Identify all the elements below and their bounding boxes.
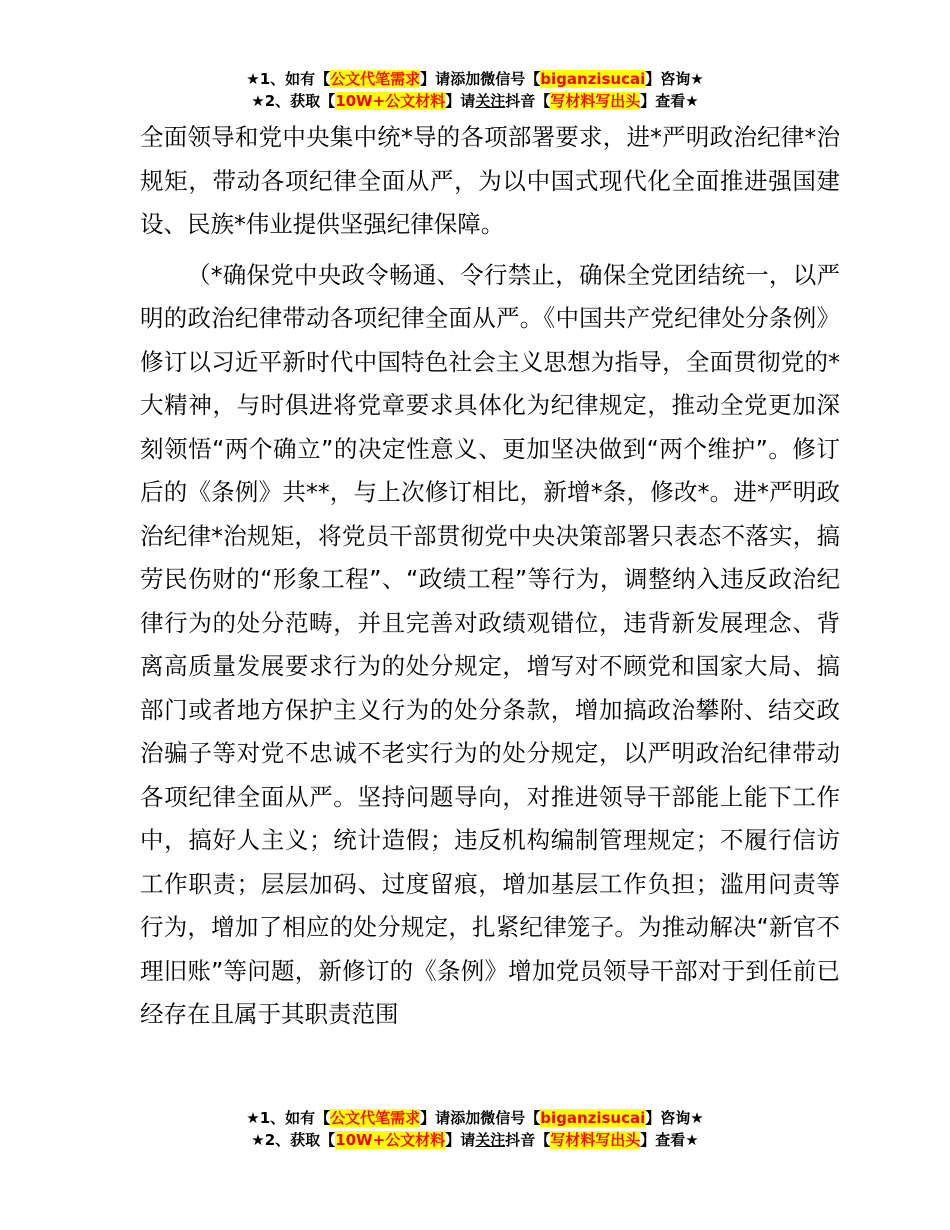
header-banner xyxy=(0,68,950,112)
highlight-service: 公文代笔需求 xyxy=(330,1109,421,1127)
highlight-wechat-id: biganzisucai xyxy=(540,1109,646,1127)
footer-banner xyxy=(0,1107,950,1151)
paragraph: （*确保党中央政令畅通、令行禁止，确保全党团结统一，以严明的政治纪律带动各项纪律全面从严。《中国共产党纪律处分条例》修订以习近平新时代中国特色社会主义思想为指导，全面贯彻党的*大精神，与时俱进将党章要求具体化为纪律规定，推动全党更加深刻领悟“两个确立”的决定性意义、更加坚决做到“两个维护”。修订后的《条例》共**，与上次修订相比，新增*条，修改*。进*严明政治纪律*治规矩，将党员干部贯彻党中央决策部署只表态不落实，搞劳民伤财的“形象工程”、“政绩工程”等行为，调整纳入违反政治纪律行为的处分范畴，并且完善对政绩观错位，违背新发展理念、背离高质量发展要求行为的处分规定，增写对不顾党和国家大局、搞部门或者地方保护主义行为的处分条款，增加搞政治攀附、结交政治骗子等对党不忠诚不老实行为的处分规定，以严明政治纪律带动各项纪律全面从严。坚持问题导向，对推进领导干部能上能下工作中，搞好人主义；统计造假；违反机构编制管理规定；不履行信访工作职责；层层加码、过度留痕，增加基层工作负担；滥用问责等行为，增加了相应的处分规定，扎紧纪律笼子。为推动解决“新官不理旧账”等问题，新修订的《条例》增加党员领导干部对于到任前已经存在且属于其职责范围 xyxy=(140,260,840,1028)
highlight-douyin-account: 写材料写出头 xyxy=(550,92,641,110)
highlight-materials: 10W+公文材料 xyxy=(335,92,446,110)
document-body xyxy=(140,116,840,1037)
footer-line-1: ★1、如有【公文代笔需求】请添加微信号【biganzisucai】咨询★ xyxy=(246,1109,704,1127)
highlight-douyin-account: 写材料写出头 xyxy=(550,1131,641,1149)
header-line-2: ★2、获取【10W+公文材料】请关注抖音【写材料写出头】查看★ xyxy=(251,92,699,110)
footer-line-2: ★2、获取【10W+公文材料】请关注抖音【写材料写出头】查看★ xyxy=(251,1131,699,1149)
highlight-materials: 10W+公文材料 xyxy=(335,1131,446,1149)
highlight-wechat-id: biganzisucai xyxy=(540,70,646,88)
header-line-1: ★1、如有【公文代笔需求】请添加微信号【biganzisucai】咨询★ xyxy=(246,70,704,88)
paragraph: 全面领导和党中央集中统*导的各项部署要求，进*严明政治纪律*治规矩，带动各项纪律全面从严，为以中国式现代化全面推进强国建设、民族*伟业提供坚强纪律保障。 xyxy=(140,123,840,238)
highlight-service: 公文代笔需求 xyxy=(330,70,421,88)
